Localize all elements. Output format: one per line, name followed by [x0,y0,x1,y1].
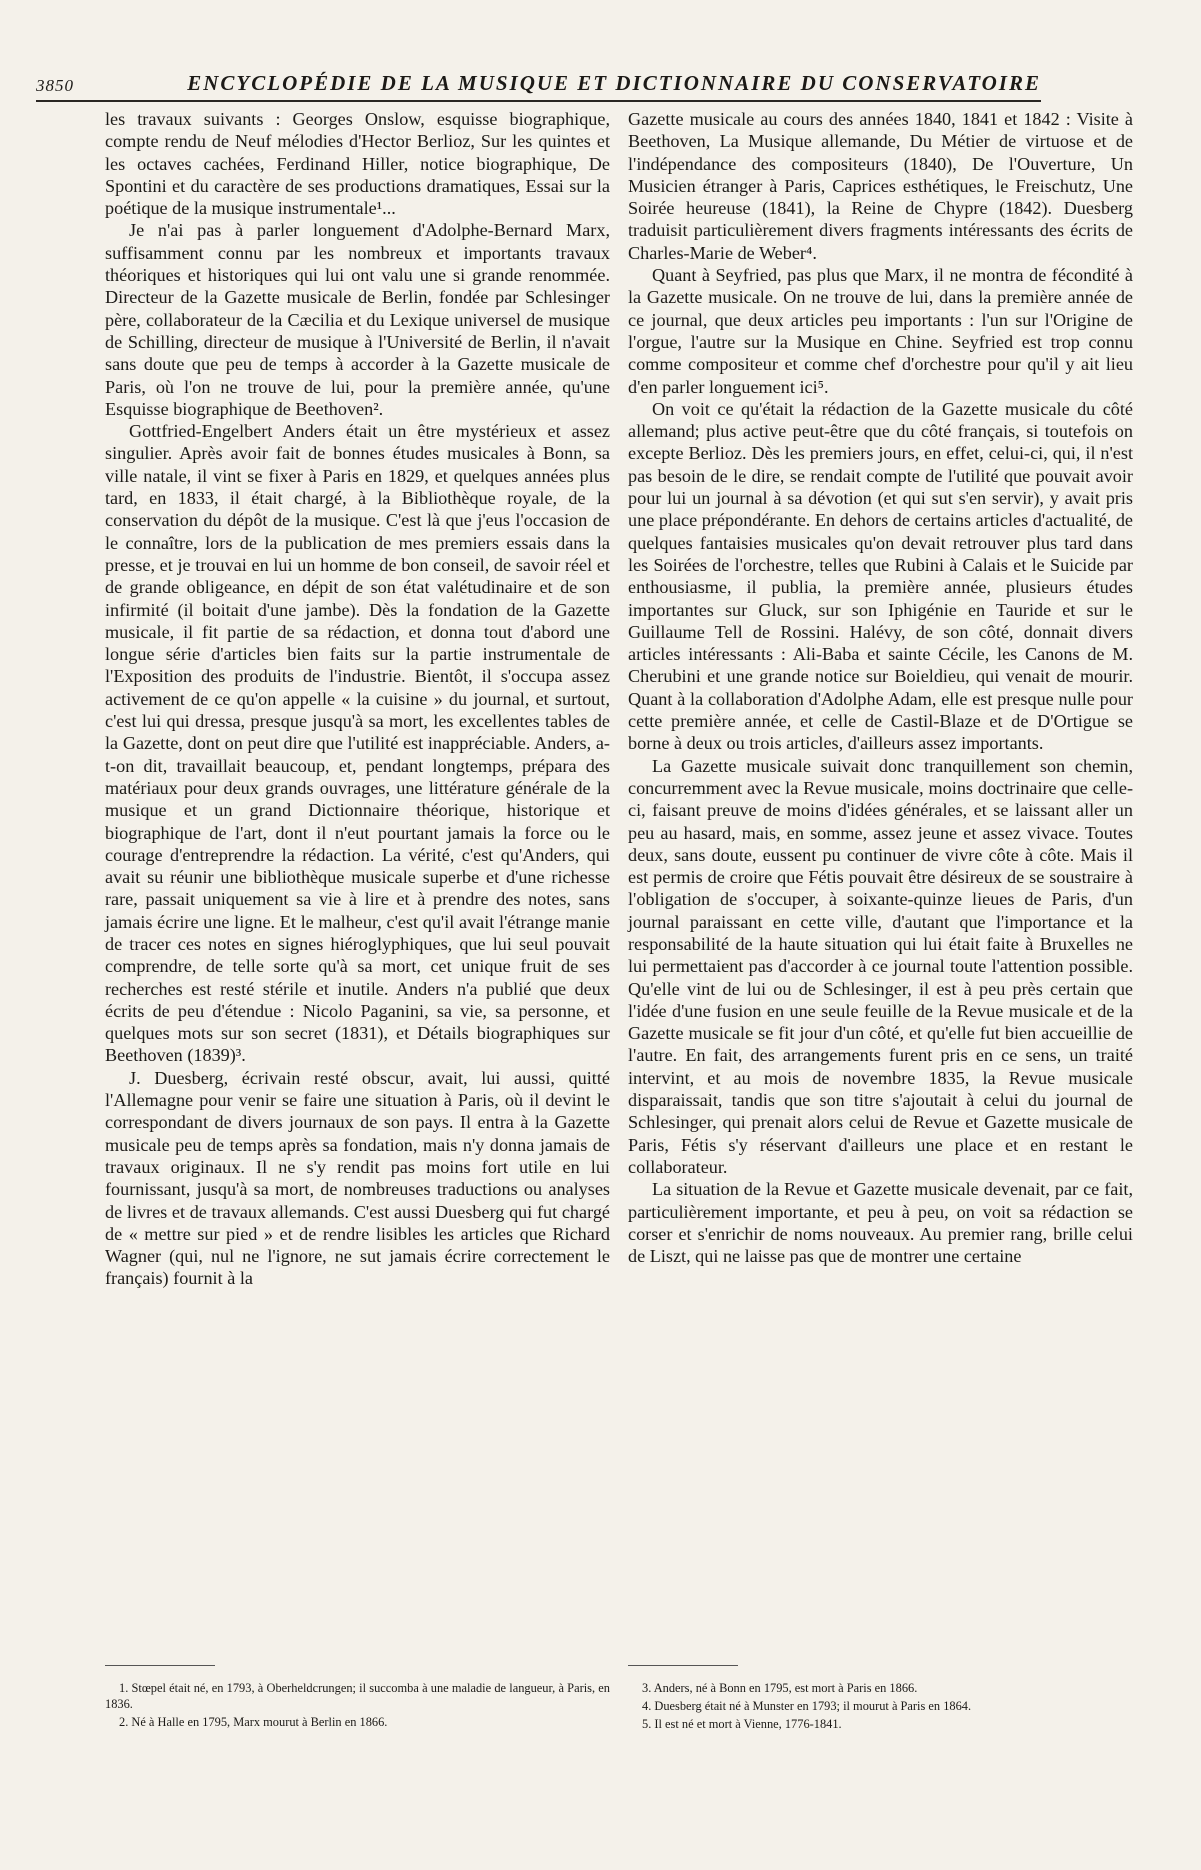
footnotes-left [105,1680,610,1732]
running-title: ENCYCLOPÉDIE DE LA MUSIQUE ET DICTIONNAIRE DU CONSERVATOIRE [187,71,1041,95]
paragraph: J. Duesberg, écrivain resté obscur, avait, lui aussi, quitté l'Allemagne pour venir se faire une situation à Paris, où il devint le correspondant de divers journaux de son pays. Il entra à la Gazette musicale peu de temps après sa fondation, mais n'y donna jamais de travaux originaux. Il ne s'y rendit pas moins fort utile en lui fournissant, jusqu'à sa mort, de nombreuses traductions ou analyses de livres et de travaux allemands. C'est aussi Duesberg qui fut chargé de « mettre sur pied » et de rendre lisibles les articles que Richard Wagner (qui, nul ne l'ignore, ne sut jamais écrire correctement le français) fournit à la [105,1067,610,1289]
paragraph: La Gazette musicale suivait donc tranquillement son chemin, concurremment avec la Revue musicale, moins doctrinaire que celle-ci, faisant preuve de moins d'idées générales, et se laissant aller un peu au hasard, mais, en somme, assez jeune et assez vivace. Toutes deux, sans doute, eussent pu continuer de vivre côte à côte. Mais il est permis de croire que Fétis pouvait être désireux de se soustraire à l'obligation de s'occuper, à soixante-quinze lieues de Paris, d'un journal paraissant en cette ville, d'autant que l'importance et la responsabilité de la haute situation qui lui était faite à Bruxelles ne lui permettaient pas d'accorder à ce journal toute l'attention possible. Qu'elle vint de lui ou de Schlesinger, il est à peu près certain que l'idée d'une fusion en une seule feuille de la Revue musicale et de la Gazette musicale se fit jour d'un côté, et qu'elle fut bien accueillie de l'autre. En fait, des arrangements furent pris en ce sens, un traité intervint, et au mois de novembre 1835, la Revue musicale disparaissait, tandis que son titre s'ajoutait à celui du journal de Schlesinger, qui prenait alors celui de Revue et Gazette musicale de Paris, Fétis s'y réservant d'ailleurs une place et en restant le collaborateur. [628,755,1133,1177]
paragraph: les travaux suivants : Georges Onslow, esquisse biographique, compte rendu de Neuf mélodies d'Hector Berlioz, Sur les quintes et les octaves cachées, Ferdinand Hiller, notice biographique, De Spontini et du caractère de ses productions dramatiques, Essai sur la poétique de la musique instrumentale¹... [105,109,610,219]
footnote: 4. Duesberg était né à Munster en 1793; il mourut à Paris en 1864. [642,1699,972,1713]
paragraph: Je n'ai pas à parler longuement d'Adolphe-Bernard Marx, suffisamment connu par les nombreux et importants travaux théoriques et historiques qui lui ont valu une si grande renommée. Directeur de la Gazette musicale de Berlin, fondée par Schlesinger père, collaborateur de la Cæcilia et du Lexique universel de musique de Schilling, directeur de musique à l'Université de Berlin, il n'avait sans doute que peu de temps à accorder à la Gazette musicale de Paris, où l'on ne trouve de lui, pour la première année, qu'une Esquisse biographique de Beethoven². [105,220,610,419]
footnote: 1. Stœpel était né, en 1793, à Oberheldcrungen; il succomba à une maladie de langueur, à Paris, en 1836. [105,1681,610,1711]
paragraph: Quant à Seyfried, pas plus que Marx, il ne montra de fécondité à la Gazette musicale. On ne trouve de lui, dans la première année de ce journal, que deux articles peu importants : l'un sur l'Origine de l'orgue, l'autre sur la Musique en Chine. Seyfried est trop connu comme compositeur et comme chef d'orchestre pour qu'il y ait lieu d'en parler longuement ici⁵. [628,265,1133,397]
footnote-divider [628,1665,738,1666]
left-column [105,108,610,1290]
footnote-divider [105,1665,215,1666]
footnote: 3. Anders, né à Bonn en 1795, est mort à Paris en 1866. [642,1681,918,1695]
footnote: 2. Né à Halle en 1795, Marx mourut à Berlin en 1866. [119,1715,388,1729]
right-column [628,108,1133,1267]
footnotes-right [628,1680,1133,1734]
paragraph: On voit ce qu'était la rédaction de la Gazette musicale du côté allemand; plus active peut-être que du côté français, si toutefois on excepte Berlioz. Dès les premiers jours, en effet, celui-ci, qui, il n'est pas besoin de le dire, se rendait compte de l'utilité que pouvait avoir pour lui un journal à sa dévotion (et qui sut s'en servir), y avait pris une place prépondérante. En dehors de certains articles d'actualité, de quelques fantaisies musicales qu'on devait retrouver plus tard dans les Soirées de l'orchestre, telles que Rubini à Calais et le Suicide par enthousiasme, il publia, la première année, plusieurs études importantes sur Gluck, sur son Iphigénie en Tauride et sur le Guillaume Tell de Rossini. Halévy, de son côté, donnait divers articles intéressants : Ali-Baba et sainte Cécile, les Canons de M. Cherubini et une grande notice sur Boieldieu, qui venait de mourir. Quant à la collaboration d'Adolphe Adam, elle est presque nulle pour cette première année, et celle de Castil-Blaze et de D'Ortigue se borne à deux ou trois articles, d'ailleurs assez importants. [628,398,1133,754]
page-number: 3850 [36,76,74,95]
paragraph: Gottfried-Engelbert Anders était un être mystérieux et assez singulier. Après avoir fait de bonnes études musicales à Bonn, sa ville natale, il vint se fixer à Paris en 1829, et quelques années plus tard, en 1833, il était chargé, à la Bibliothèque royale, de la conservation du dépôt de la musique. C'est là que j'eus l'occasion de le connaître, lors de la publication de mes premiers essais dans la presse, et je trouvai en lui un homme de bon conseil, de savoir réel et de grande obligeance, en dépit de son état valétudinaire et de son infirmité (il boitait d'une jambe). Dès la fondation de la Gazette musicale, il fit partie de sa rédaction, et donna tout d'abord une longue série d'articles bien faits sur la partie instrumentale de l'Exposition des produits de l'industrie. Bientôt, il s'occupa assez activement de ce qu'on appelle « la cuisine » du journal, et surtout, c'est lui qui dressa, presque jusqu'à sa mort, les excellentes tables de la Gazette, dont on peut dire que l'utilité est inappréciable. Anders, a-t-on dit, travaillait beaucoup, et, pendant longtemps, prépara des matériaux pour deux grands ouvrages, une littérature générale de la musique et un grand Dictionnaire théorique, historique et biographique de l'art, dont il n'eut pourtant jamais la force ou le courage d'entreprendre la rédaction. La vérité, c'est qu'Anders, qui avait su réunir une bibliothèque musicale superbe et d'une richesse rare, passait uniquement sa vie à lire et à prendre des notes, sans jamais écrire une ligne. Et le malheur, c'est qu'il avait l'étrange manie de tracer ces notes en signes hiéroglyphiques, que lui seul pouvait comprendre, de telle sorte qu'à sa mort, cet unique fruit de ses recherches est resté stérile et inutile. Anders n'a publié que deux écrits de peu d'étendue : Nicolo Paganini, sa vie, sa personne, et quelques mots sur son secret (1831), et Détails biographiques sur Beethoven (1839)³. [105,421,610,1066]
paragraph: Gazette musicale au cours des années 1840, 1841 et 1842 : Visite à Beethoven, La Musique allemande, Du Métier de virtuose et de l'indépendance des compositeurs (1840), De l'Ouverture, Un Musicien étranger à Paris, Caprices esthétiques, le Freischutz, Une Soirée heureuse (1841), la Reine de Chypre (1842). Duesberg traduisit particulièrement divers fragments intéressants des écrits de Charles-Marie de Weber⁴. [628,109,1133,263]
page-header [36,66,1041,102]
footnote: 5. Il est né et mort à Vienne, 1776-1841. [642,1717,842,1731]
paragraph: La situation de la Revue et Gazette musicale devenait, par ce fait, particulièrement importante, et peu à peu, on voit sa rédaction se corser et s'enrichir de noms nouveaux. Au premier rang, brille celui de Liszt, qui ne laisse pas que de montrer une certaine [628,1179,1133,1267]
